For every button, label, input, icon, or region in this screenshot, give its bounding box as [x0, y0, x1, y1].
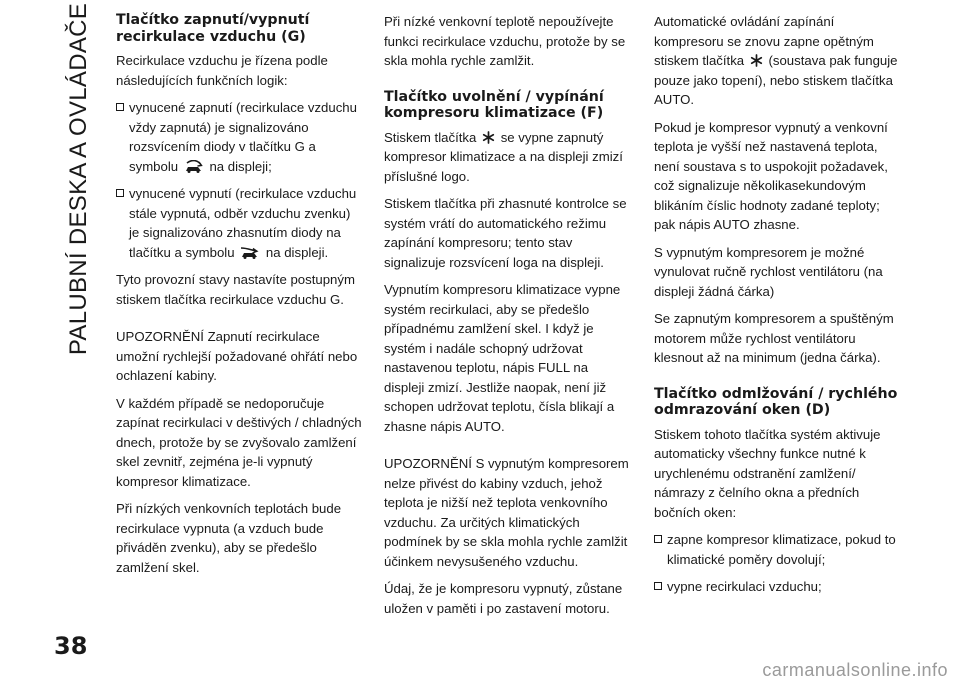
- paragraph: Při nízké venkovní teplotě nepoužívejte funkci recirkulace vzduchu, protože by se skla mohla rychle zamlžit.: [384, 14, 626, 68]
- bullet-text: vypne recirkulaci vzduchu;: [667, 579, 822, 594]
- list-item: [654, 577, 902, 597]
- column-1: [116, 12, 364, 585]
- list-item: [116, 98, 364, 176]
- bullet-box-icon: [654, 582, 662, 590]
- section-side-tab: [56, 2, 102, 356]
- paragraph: Vypnutím kompresoru klimatizace vypne systém recirkulaci, aby se předešlo případnému zamlžení skel. I když je systém i nadále schopný udržovat nastavenou teplotu, nápis FULL na displeji zmizí. Jestliže naopak, není již schopen udržovat teplotu, čísla blikají a zhasne nápis AUTO.: [384, 282, 621, 434]
- section-title: PALUBNÍ DESKA A OVLÁDAČE: [65, 2, 92, 356]
- paragraph: Při nízkých venkovních teplotách bude recirkulace vypnuta (a vzduch bude přiváděn zvenku), aby se předešlo zamlžení skel.: [116, 501, 342, 575]
- column-2: [384, 12, 632, 626]
- paragraph: Pokud je kompresor vypnutý a venkovní teplota je vyšší než nastavená teplota, není soustava s to uspokojit požadavek, což signalizuje několikasekundovým blikáním číslic hodnoty zadané teploty; pak nápis AUTO zhasne.: [654, 119, 888, 232]
- bullet-box-icon: [654, 535, 662, 543]
- paragraph: S vypnutým kompresorem je možné vynulovat ručně rychlost ventilátoru (na displeji žádná čárka): [654, 244, 883, 299]
- list-item: [654, 530, 902, 569]
- paragraph: Stiskem tlačítka se vypne zapnutý kompresor klimatizace a na displeji zmizí příslušné logo.: [384, 129, 623, 184]
- paragraph: Tyto provozní stavy nastavíte postupným stiskem tlačítka recirkulace vzduchu G.: [116, 272, 355, 307]
- heading-recirculation: Tlačítko zapnutí/vypnutí recirkulace vzduchu (G): [116, 12, 310, 45]
- paragraph: Stiskem tlačítka při zhasnuté kontrolce se systém vrátí do automatického režimu zapínání kompresoru; tento stav signalizuje rozsvícení loga na displeji.: [384, 196, 627, 270]
- column-3: [654, 12, 902, 605]
- paragraph: V každém případě se nedoporučuje zapínat recirkulaci v deštivých / chladných dnech, protože by se zvyšovalo zamlžení skel zevnitř, zejména je-li vypnutý kompresor klimatizace.: [116, 395, 362, 489]
- paragraph: UPOZORNĚNÍ S vypnutým kompresorem nelze přivést do kabiny vzduch, jehož teplota je nižší než teplota venkovního vzduchu. Za určitých klimatických podmínek by se skla mohla rychle zamlžit účinkem nevysušeného vzduchu.: [384, 456, 629, 569]
- paragraph: Automatické ovládání zapínání kompresoru se znovu zapne opětným stiskem tlačítka (soustava pak funguje pouze jako topení), nebo stiskem tlačítka AUTO.: [654, 14, 898, 107]
- heading-defrost: Tlačítko odmlžování / rychlého odmrazování oken (D): [654, 385, 898, 418]
- snowflake-ac-icon: [750, 54, 763, 67]
- recirculation-car-icon: [184, 160, 204, 173]
- paragraph: UPOZORNĚNÍ Zapnutí recirkulace umožní rychlejší požadované ohřátí nebo ochlazení kabiny.: [116, 329, 358, 383]
- heading-compressor: Tlačítko uvolnění / vypínání kompresoru klimatizace (F): [384, 88, 604, 121]
- bullet-box-icon: [116, 103, 124, 111]
- paragraph: Se zapnutým kompresorem a spuštěným motorem může rychlost ventilátoru klesnout až na minimum (jedna čárka).: [654, 311, 894, 365]
- bullet-text: na displeji;: [209, 158, 272, 174]
- paragraph: Recirkulace vzduchu je řízena podle následujících funkčních logik:: [116, 53, 328, 88]
- recirculation-off-car-icon: [240, 246, 260, 259]
- bullet-box-icon: [116, 189, 124, 197]
- bullet-text: vynucené vypnutí (recirkulace vzduchu stále vypnutá, odběr vzduchu zvenku) je signalizováno zhasnutím diody na tlačítku a symbolu: [129, 186, 357, 260]
- bullet-text: na displeji.: [265, 244, 329, 260]
- snowflake-ac-icon: [482, 131, 495, 144]
- watermark: carmanualsonline.info: [762, 660, 948, 680]
- paragraph: Stiskem tohoto tlačítka systém aktivuje automaticky všechny funkce nutné k urychlenému odstranění zamlžení/ námrazy z čelního okna a předních bočních oken:: [654, 426, 881, 520]
- paragraph: Údaj, že je kompresoru vypnutý, zůstane uložen v paměti i po zastavení motoru.: [384, 581, 623, 616]
- page-number: 38: [54, 632, 88, 660]
- list-item: [116, 184, 364, 262]
- bullet-text: zapne kompresor klimatizace, pokud to klimatické poměry dovolují;: [667, 532, 896, 567]
- bullet-text: vynucené zapnutí (recirkulace vzduchu vždy zapnutá) je signalizováno rozsvícením diody v tlačítku G a symbolu: [129, 100, 357, 174]
